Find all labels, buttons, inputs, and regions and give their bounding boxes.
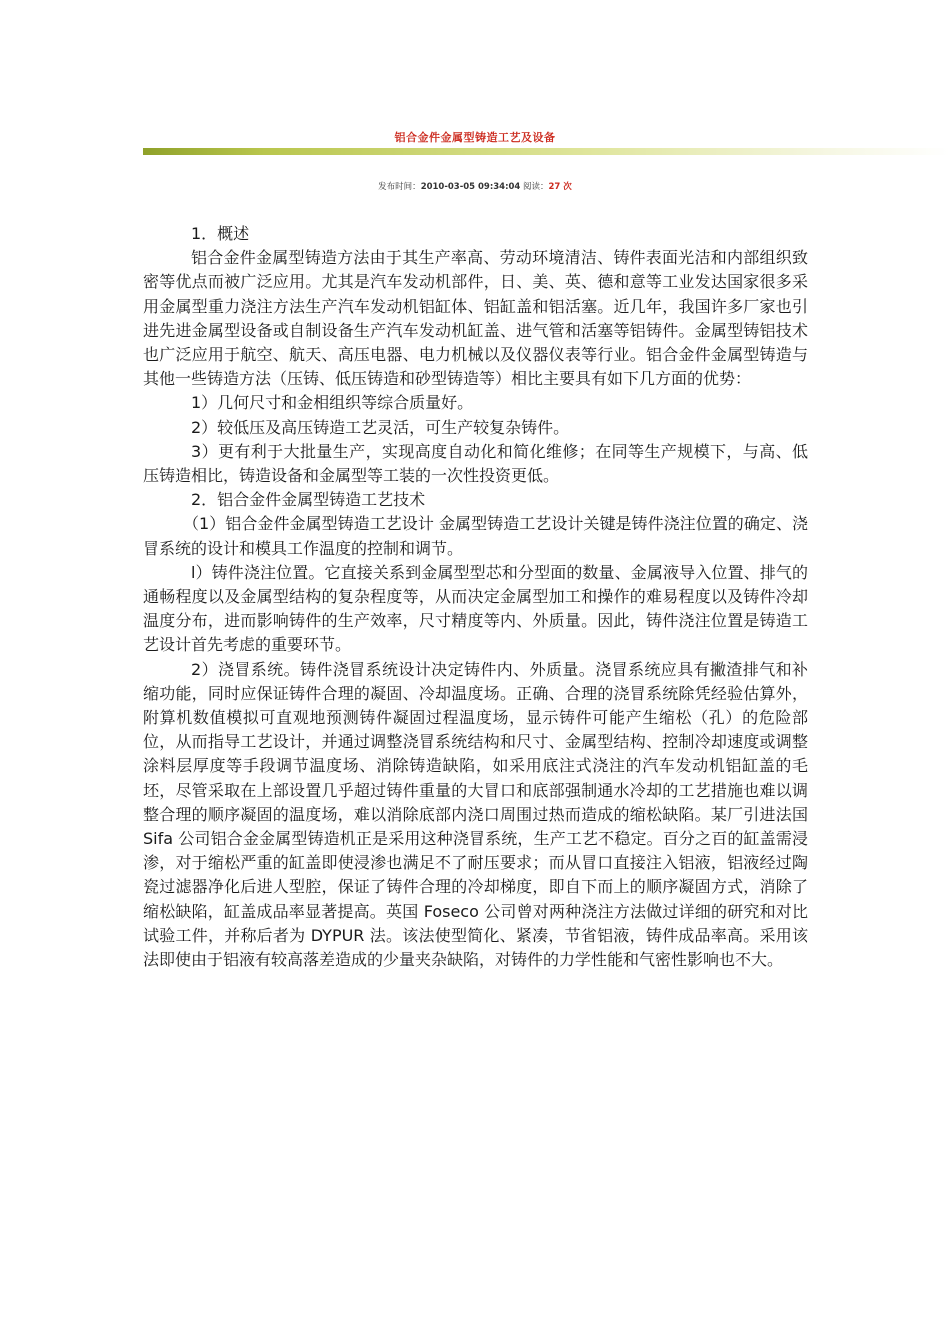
publish-time-value: 2010-03-05 09:34:04	[420, 182, 521, 192]
section-heading-overview: 1．概述	[191, 224, 250, 243]
article-body	[143, 222, 808, 972]
article-title: 铝合金件金属型铸造工艺及设备	[394, 131, 556, 144]
title-divider-bar	[143, 148, 950, 155]
advantage-item-3: 3）更有利于大批量生产，实现高度自动化和简化维修；在同等生产规模下，与高、低压铸造相比，铸造设备和金属型等工装的一次性投资更低。	[143, 441, 808, 486]
gating-system-paragraph: 2）浇冒系统。铸件浇冒系统设计决定铸件内、外质量。浇冒系统应具有撇渣排气和补缩功能，同时应保证铸件合理的凝固、冷却温度场。正确、合理的浇冒系统除凭经验估算外，附算机数值模拟可直观地预测铸件凝固过程温度场，显示铸件可能产生缩松（孔）的危险部位，从而指导工艺设计，并通过调整浇冒系统结构和尺寸、金属型结构、控制冷却速度或调整涂料层厚度等手段调节温度场、消除铸造缺陷，如采用底注式浇注的汽车发动机铝缸盖的毛坯，尽管采取在上部设置几乎超过铸件重量的大冒口和底部强制通水冷却的工艺措施也难以调整合理的顺序凝固的温度场，难以消除底部内浇口周围过热而造成的缩松缺陷。某厂引进法国 Sifa 公司铝合金金属型铸造机正是采用这种浇冒系统，生产工艺不稳定。百分之百的缸盖需浸渗，对于缩松严重的缸盖即使浸渗也满足不了耐压要求；而从冒口直接注入铝液，铝液经过陶瓷过滤器净化后进人型腔，保证了铸件合理的冷却梯度，即自下而上的顺序凝固方式，消除了缩松缺陷，缸盖成品率显著提高。英国 Foseco 公司曾对两种浇注方法做过详细的研究和对比试验工件，并称后者为 DYPUR 法。该法使型简化、紧凑，节省铝液，铸件成品率高。采用该法即使由于铝液有较高落差造成的少量夹杂缺陷，对铸件的力学性能和气密性影响也不大。	[143, 659, 808, 970]
pouring-position-paragraph: l）铸件浇注位置。它直接关系到金属型型芯和分型面的数量、金属液导入位置、排气的通畅程度以及金属型结构的复杂程度等，从而决定金属型加工和操作的难易程度以及铸件冷却温度分布，进而影响铸件的生产效率，尺寸精度等内、外质量。因此，铸件浇注位置是铸造工艺设计首先考虑的重要环节。	[143, 562, 808, 655]
publish-time-label: 发布时间：	[378, 182, 421, 192]
read-count-value: 27 次	[548, 182, 572, 192]
advantage-item-1: 1）几何尺寸和金相组织等综合质量好。	[191, 393, 474, 413]
process-design-paragraph: （1）铝合金件金属型铸造工艺设计 金属型铸造工艺设计关键是铸件浇注位置的确定、浇冒系统的设计和模具工作温度的控制和调节。	[143, 514, 808, 558]
advantage-item-2: 2）较低压及高压铸造工艺灵活，可生产较复杂铸件。	[191, 417, 570, 437]
read-count-label: 阅读：	[520, 182, 549, 192]
section-heading-process: 2．铝合金件金属型铸造工艺技术	[191, 490, 426, 510]
overview-paragraph: 铝合金件金属型铸造方法由于其生产率高、劳动环境清洁、铸件表面光洁和内部组织致密等优点而被广泛应用。尤其是汽车发动机部件，日、美、英、德和意等工业发达国家很多采用金属型重力浇注方法生产汽车发动机铝缸体、铝缸盖和铝活塞。近几年，我国许多厂家也引进先进金属型设备或自制设备生产汽车发动机缸盖、进气管和活塞等铝铸件。金属型铸铝技术也广泛应用于航空、航天、高压电器、电力机械以及仪器仪表等行业。铝合金件金属型铸造与其他一些铸造方法（压铸、低压铸造和砂型铸造等）相比主要具有如下几方面的优势：	[143, 248, 808, 389]
article-meta	[0, 180, 950, 192]
